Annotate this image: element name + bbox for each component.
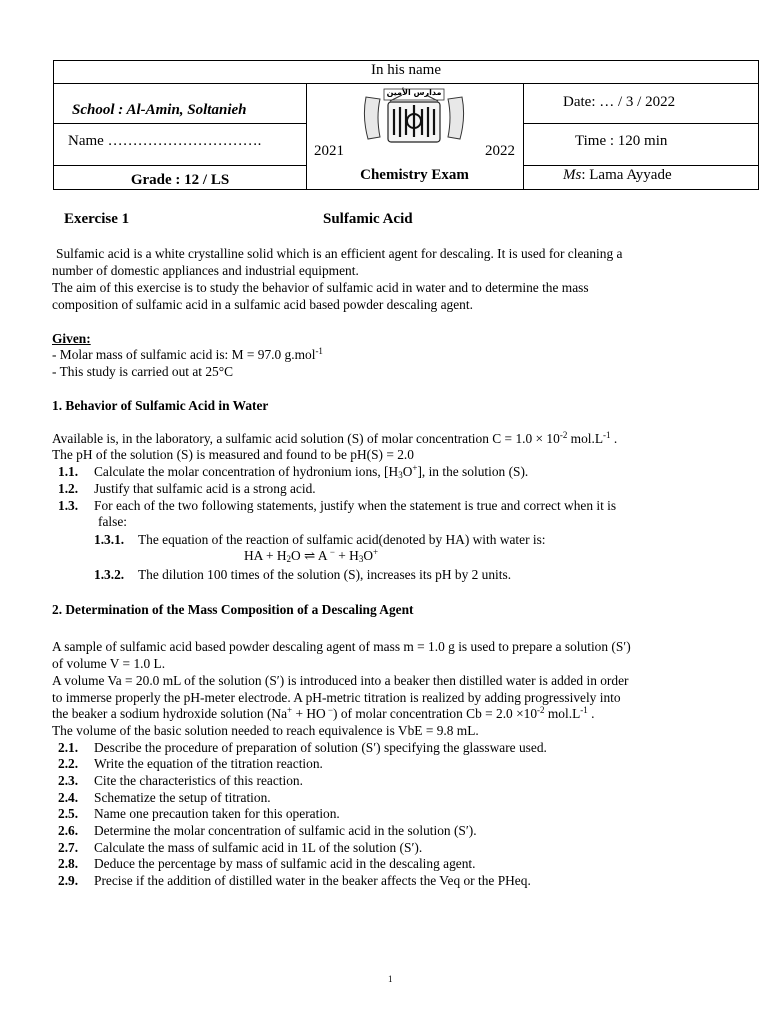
question-1-3: 1.3. For each of the two following statements, justify when the statement is true and correct when it is [58,498,617,513]
question-1-3-1: 1.3.1. The equation of the reaction of sulfamic acid(denoted by HA) with water is: [94,532,546,547]
question-2-9: 2.9. Precise if the addition of distilled water in the beaker affects the Veq or the PHeq. [58,873,531,888]
question-1-3-2: 1.3.2. The dilution 100 times of the solution (S), increases its pH by 2 units. [94,567,512,582]
intro-line-2: number of domestic appliances and industrial equipment. [52,263,359,278]
question-2-5: 2.5. Name one precaution taken for this operation. [58,806,340,821]
given-molar-mass: - Molar mass of sulfamic acid is: M = 97.0 g.mol$^{-1}$ [52,346,323,362]
question-2-2: 2.2. Write the equation of the titration reaction. [58,756,323,771]
question-2-3: 2.3. Cite the characteristics of this reaction. [58,773,303,788]
question-2-1: 2.1. Describe the procedure of preparation of solution (S′) specifying the glassware used. [58,740,547,755]
part2-para-4: to immerse properly the pH-meter electrode. A pH-metric titration is realized by adding progressively into [52,690,621,705]
question-2-4: 2.4. Schematize the setup of titration. [58,790,271,805]
grade-label: Grade : 12 / LS [130,172,230,188]
question-2-8: 2.8. Deduce the percentage by mass of sulfamic acid in the descaling agent. [58,856,476,871]
year-end: 2022 [485,143,515,159]
school-name: School : Al-Amin, Soltanieh [72,102,247,118]
school-logo [362,87,466,149]
exam-time: Time : 120 min [575,133,668,149]
exam-title: Chemistry Exam [360,167,469,183]
part2-heading: 2. Determination of the Mass Composition of a Descaling Agent [52,602,414,617]
part1-line-1: Available is, in the laboratory, a sulfamic acid solution (S) of molar concentration $C = 1.0 \times 10^{-2}$ $mol.L^{-1}$ . [52,430,618,446]
teacher-name [563,167,672,184]
student-name-field: Name …………………………. [68,133,262,149]
intro-line-1: Sulfamic acid is a white crystalline solid which is an efficient agent for descaling. It is used for cleaning a [56,246,623,261]
part2-para-3: A volume Va = 20.0 mL of the solution (S′) is introduced into a beaker then distilled water is added in order [52,673,629,688]
teacher-prefix: Ms [563,167,582,183]
part2-para-1: A sample of sulfamic acid based powder descaling agent of mass m = 1.0 g is used to prepare a solution (S′) [52,639,631,654]
year-start: 2021 [314,143,344,159]
exam-date: Date: … / 3 / 2022 [563,94,676,110]
exercise-label: Exercise 1 [64,211,130,227]
part1-heading: 1. Behavior of Sulfamic Acid in Water [52,398,269,413]
part1-line-2: The pH of the solution (S) is measured and found to be pH(S) = 2.0 [52,447,414,462]
logo-arabic-text: مدارس الأمين [386,88,442,97]
part2-para-2: of volume V = 1.0 L. [52,656,166,671]
intro-line-4: composition of sulfamic acid in a sulfamic acid based powder descaling agent. [52,297,473,312]
intro-line-3: The aim of this exercise is to study the behavior of sulfamic acid in water and to determine the mass [52,280,589,295]
question-2-6: 2.6. Determine the molar concentration of sulfamic acid in the solution (S′). [58,823,477,838]
header-top-title: In his name [371,62,441,78]
teacher-name-text: : Lama Ayyade [581,167,672,183]
question-1-1: 1.1. Calculate the molar concentration of hydronium ions, $[H_3O^+]$, in the solution (S). [58,463,529,480]
question-2-7: 2.7. Calculate the mass of sulfamic acid in 1L of the solution (S′). [58,840,423,855]
part2-para-5: the beaker a sodium hydroxide solution (Na+ + HO −) of molar concentration $Cb = 2.0 \times 10^{-2}$ $mol.L^{-1}$ . [52,705,595,721]
exercise-title: Sulfamic Acid [323,211,413,227]
part2-para-6: The volume of the basic solution needed to reach equivalence is VbE = 9.8 mL. [52,723,479,738]
page-number: 1 [388,974,393,984]
reaction-equation: HA + $H_2O$ ⇌ A $^- + H_3O^+$ [244,547,379,564]
given-label: Given: [52,331,91,346]
question-1-2: 1.2. Justify that sulfamic acid is a strong acid. [58,481,316,496]
given-temperature: - This study is carried out at 25°C [52,364,234,379]
header-table [53,60,759,190]
question-1-3-cont: false: [98,514,127,529]
